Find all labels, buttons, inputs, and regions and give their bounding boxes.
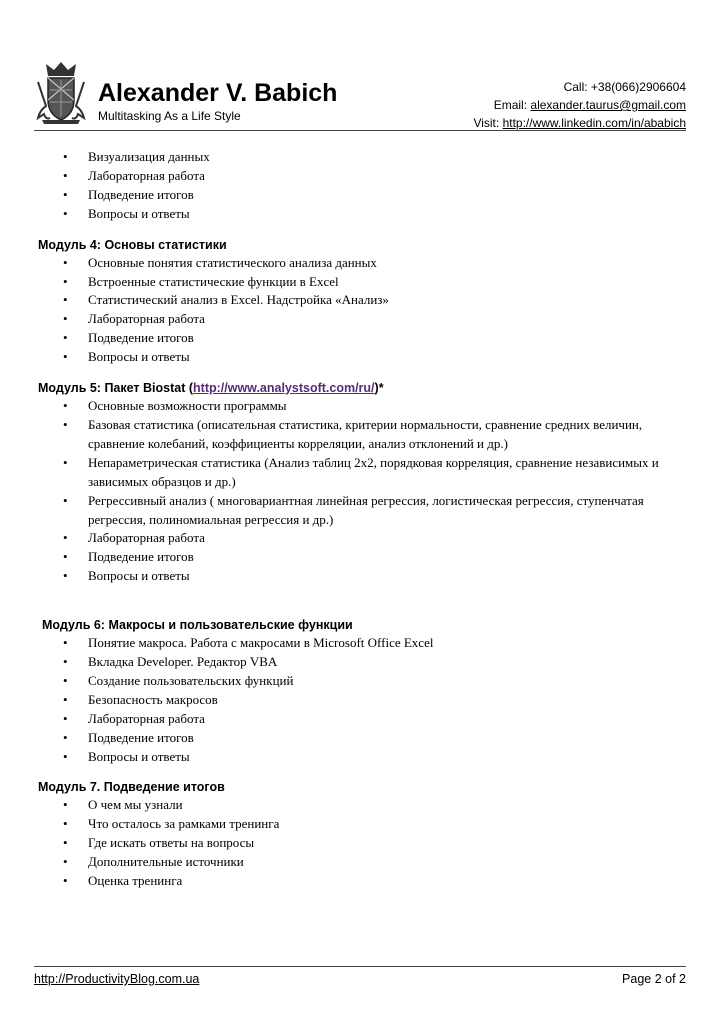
list-item: • Дополнительные источники [38, 853, 688, 872]
intro-list [38, 148, 688, 224]
list-item: • Встроенные статистические функции в Excel [38, 273, 688, 292]
list-item: • Вкладка Developer. Редактор VBA [38, 653, 688, 672]
biostat-link[interactable]: http://www.analystsoft.com/ru/ [193, 381, 375, 396]
module-5-list [38, 397, 688, 586]
bullet-icon: • [63, 398, 68, 414]
bullet-icon: • [63, 748, 68, 764]
document-body [38, 148, 688, 891]
list-item: • Вопросы и ответы [38, 348, 688, 367]
bullet-icon: • [63, 349, 68, 365]
module-7 [38, 778, 688, 891]
module-6-title: Модуль 6: Макросы и пользовательские функции [42, 618, 353, 633]
bullet-icon: • [63, 691, 68, 707]
list-item: • Основные возможности программы [38, 397, 688, 416]
bullet-icon: • [63, 835, 68, 851]
coat-of-arms-logo [36, 60, 86, 124]
bullet-icon: • [63, 273, 68, 289]
list-item: • Что осталось за рамками тренинга [38, 815, 688, 834]
module-4-title: Модуль 4: Основы статистики [38, 237, 227, 252]
bullet-icon: • [63, 205, 68, 221]
bullet-icon: • [63, 710, 68, 726]
list-item: • О чем мы узнали [38, 796, 688, 815]
linkedin-link[interactable]: http://www.linkedin.com/in/ababich [502, 116, 686, 130]
bullet-icon: • [63, 454, 68, 470]
module-4 [38, 236, 688, 367]
blog-link[interactable]: http://ProductivityBlog.com.ua [34, 972, 200, 986]
module-6 [38, 616, 688, 634]
phone-line: Call: +38(066)2906604 [563, 80, 686, 94]
bullet-icon: • [63, 568, 68, 584]
bullet-icon: • [63, 330, 68, 346]
list-item: • Непараметрическая статистика (Анализ таблиц 2х2, порядковая корреляция, сравнение независимых и зависимых образцов и др.) [63, 454, 659, 489]
author-tagline: Multitasking As a Life Style [98, 109, 241, 123]
name-block [98, 78, 337, 123]
author-name: Alexander V. Babich [98, 79, 338, 107]
list-item: • Подведение итогов [38, 186, 688, 205]
list-item: • Подведение итогов [38, 729, 688, 748]
footer-url [34, 972, 199, 986]
bullet-icon: • [63, 311, 68, 327]
bullet-icon: • [63, 492, 68, 508]
footer-divider [34, 966, 686, 967]
list-item: • Где искать ответы на вопросы [38, 834, 688, 853]
bullet-icon: • [63, 635, 68, 651]
list-item: • Понятие макроса. Работа с макросами в Microsoft Office Excel [38, 634, 688, 653]
list-item: • Регрессивный анализ ( многовариантная линейная регрессия, логистическая регрессия, ступенчатая регрессия, полиномиальная регрессия и др.) [63, 492, 644, 527]
header-divider [34, 130, 686, 131]
module-5-title: Модуль 5: Пакет Biostat (http://www.analystsoft.com/ru/)* [38, 381, 384, 396]
module-7-title: Модуль 7. Подведение итогов [38, 780, 225, 795]
module-5 [38, 379, 688, 586]
bullet-icon: • [63, 254, 68, 270]
email-label: Email: [493, 98, 531, 112]
bullet-icon: • [63, 292, 68, 308]
module-6-list [38, 634, 688, 766]
bullet-icon: • [63, 854, 68, 870]
page-number: Page 2 of 2 [622, 972, 686, 986]
visit-label: Visit: [473, 116, 503, 130]
bullet-icon: • [63, 549, 68, 565]
list-item: • Основные понятия статистического анализа данных [38, 254, 688, 273]
bullet-icon: • [63, 729, 68, 745]
email-line [473, 96, 686, 114]
module-7-list [38, 796, 688, 891]
list-item: • Создание пользовательских функций [38, 672, 688, 691]
list-item: • Вопросы и ответы [38, 748, 688, 767]
list-item: • Вопросы и ответы [38, 567, 688, 586]
list-item: • Визуализация данных [38, 148, 688, 167]
bullet-icon: • [63, 416, 68, 432]
list-item: • Статистический анализ в Excel. Надстройка «Анализ» [38, 291, 688, 310]
contact-block [473, 78, 686, 132]
bullet-icon: • [63, 816, 68, 832]
bullet-icon: • [63, 530, 68, 546]
page-header [34, 60, 686, 132]
bullet-icon: • [63, 149, 68, 164]
list-item: • Лабораторная работа [38, 310, 688, 329]
bullet-icon: • [63, 654, 68, 670]
module-4-list [38, 254, 688, 367]
list-item: • Оценка тренинга [38, 872, 688, 891]
list-item: • Лабораторная работа [38, 710, 688, 729]
list-item: • Вопросы и ответы [38, 205, 688, 224]
list-item: • Безопасность макросов [38, 691, 688, 710]
list-item: • Базовая статистика (описательная статистика, критерии нормальности, сравнение средних величин, сравнение колебаний, коэффициенты корреляции, анализ отклонений и др.) [63, 416, 643, 451]
list-item: • Лабораторная работа [38, 529, 688, 548]
list-item: • Лабораторная работа [38, 167, 688, 186]
bullet-icon: • [63, 167, 68, 183]
list-item: • Подведение итогов [38, 329, 688, 348]
list-item: • Подведение итогов [38, 548, 688, 567]
bullet-icon: • [63, 873, 68, 889]
bullet-icon: • [63, 672, 68, 688]
bullet-icon: • [63, 797, 68, 813]
bullet-icon: • [63, 186, 68, 202]
email-link[interactable]: alexander.taurus@gmail.com [530, 98, 686, 112]
